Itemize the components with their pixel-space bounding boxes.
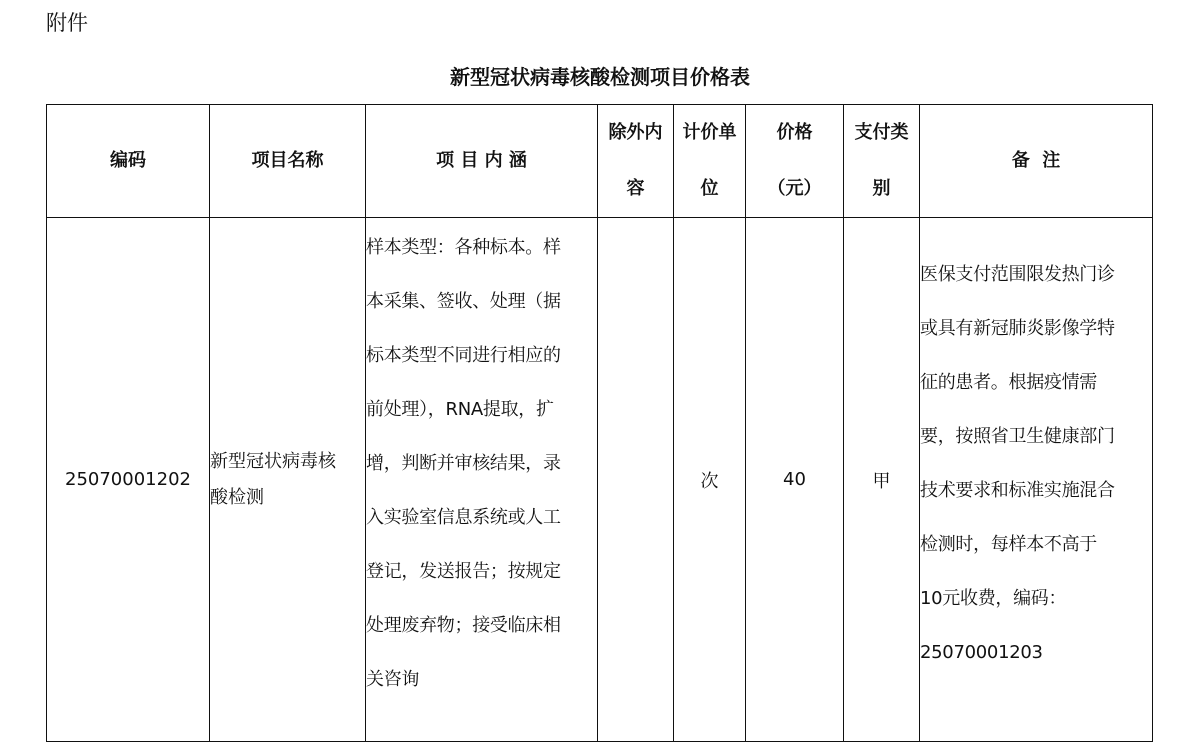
header-name: 项目名称 xyxy=(210,105,366,218)
content-line: 关咨询 xyxy=(366,669,420,690)
cell-name-line2: 酸检测 xyxy=(210,486,264,508)
content-line: 样本类型：各种标本。样 xyxy=(366,237,561,258)
document-title: 新型冠状病毒核酸检测项目价格表 xyxy=(450,65,750,89)
header-payment-line2: 别 xyxy=(872,178,891,199)
content-line: 登记，发送报告；按规定 xyxy=(366,561,561,582)
header-price-line1: 价格 xyxy=(776,122,813,143)
remark-line: 征的患者。根据疫情需 xyxy=(920,372,1097,393)
remark-line: 医保支付范围限发热门诊 xyxy=(920,264,1115,285)
header-price-line2: （元） xyxy=(767,178,822,199)
content-line: 标本类型不同进行相应的 xyxy=(366,345,561,366)
content-line: 入实验室信息系统或人工 xyxy=(366,507,561,528)
content-line: 增，判断并审核结果，录 xyxy=(366,453,561,474)
header-unit-line1: 计价单 xyxy=(682,122,737,143)
cell-content xyxy=(366,218,598,742)
attachment-label: 附件 xyxy=(46,11,88,35)
cell-remark xyxy=(920,218,1153,742)
header-payment-line1: 支付类 xyxy=(854,122,909,143)
header-unit xyxy=(674,105,746,218)
remark-line: 25070001203 xyxy=(920,642,1043,663)
cell-price: 40 xyxy=(746,218,844,742)
content-line: 本采集、签收、处理（据 xyxy=(366,291,561,312)
remark-line: 或具有新冠肺炎影像学特 xyxy=(920,318,1115,339)
header-price xyxy=(746,105,844,218)
remark-line: 要，按照省卫生健康部门 xyxy=(920,426,1115,447)
remark-line: 10元收费，编码： xyxy=(920,588,1067,609)
cell-excluded xyxy=(598,218,674,742)
cell-unit: 次 xyxy=(674,218,746,742)
header-payment xyxy=(844,105,920,218)
table-row xyxy=(47,218,1153,742)
header-unit-line2: 位 xyxy=(700,178,719,199)
header-code: 编码 xyxy=(47,105,210,218)
header-remark: 备 注 xyxy=(920,105,1153,218)
content-line: 前处理），RNA提取，扩 xyxy=(366,399,554,420)
cell-code: 25070001202 xyxy=(47,218,210,742)
cell-payment: 甲 xyxy=(844,218,920,742)
price-table xyxy=(46,104,1153,742)
cell-name xyxy=(210,218,366,742)
cell-name-line1: 新型冠状病毒核 xyxy=(210,450,336,472)
header-excluded-line2: 容 xyxy=(626,178,645,199)
remark-line: 检测时，每样本不高于 xyxy=(920,534,1097,555)
remark-line: 技术要求和标准实施混合 xyxy=(920,480,1115,501)
header-excluded xyxy=(598,105,674,218)
header-excluded-line1: 除外内 xyxy=(608,122,663,143)
content-line: 处理废弃物；接受临床相 xyxy=(366,615,561,636)
header-content: 项 目 内 涵 xyxy=(366,105,598,218)
header-row xyxy=(47,105,1153,218)
